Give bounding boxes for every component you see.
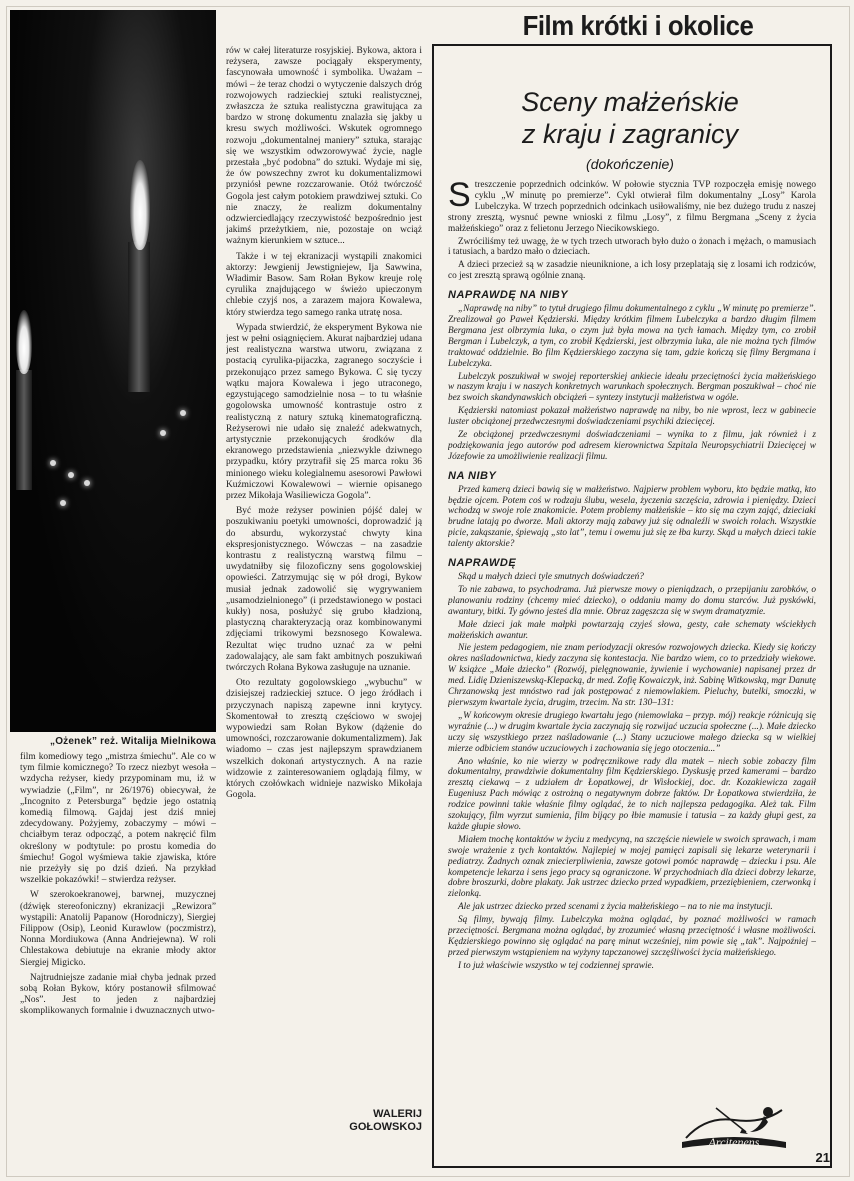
- lead-paragraph: [448, 180, 816, 235]
- subheading: NA NIBY: [448, 469, 497, 482]
- paragraph: Zwróciliśmy też uwagę, że w tych trzech utworach było dużo o żonach i mężach, o mamusiach i tatusiach, a bardzo mało o dzieciach.: [448, 236, 816, 258]
- boxed-article-body: [448, 180, 816, 1080]
- light-glint: [68, 472, 74, 478]
- title-line: z kraju i zagranicy: [521, 119, 739, 149]
- paragraph: Są filmy, bywają filmy. Lubelczyka można oglądać, by poznać możliwości w ramach przeciętności. Bergmana można oglądać, by zrozumieć własną przeciętność i własne możliwości. Kędzierskiego powinno się oglądać na parę minut wcześniej, nim powie się „tak”. Najpoźniej – przed pierwszym wstąpieniem na wyżyny tapczanowej szczęśliwości życia małżeńskiego.: [448, 915, 816, 958]
- author-last-name: GOŁOWSKOJ: [349, 1121, 422, 1133]
- page-number: 21: [815, 1150, 830, 1165]
- photo-caption: „Ożenek” reż. Witalija Mielnikowa: [50, 736, 216, 747]
- paragraph: Przed kamerą dzieci bawią się w małżeństwo. Najpierw problem wyboru, kto będzie matką, kto będzie ojcem. Potem coś w rodzaju ślubu, wesela, życzenia szczęścia, zdrowia i pieniędzy. Dzieci wchodzą w swoje role znakomicie. Potem problemy małżeńskie – kto się ma czym zająć, dzieciaki brudne latają po dworze. Mali aktorzy mają zabawy już się odnaleźli w swoich rolach. Wszystkie picie, zakąszanie, śpiewają „sto lat”, temu i owemu już się ze łba kurzy. Skąd u małych dzieci takie talenty aktorskie?: [448, 484, 816, 550]
- article-column-2: [226, 46, 422, 1110]
- paragraph: A dzieci przecież są w zasadzie nieuniknione, a ich losy przeplatają się z losami ich rodziców, co jest zresztą sprawą ogólnie znaną.: [448, 260, 816, 282]
- paragraph: rów w całej literaturze rosyjskiej. Bykowa, aktora i reżysera, zawsze pociągały eksperymenty, fascynowała umowność i symbolika. Uważam – mówi – że teraz chodzi o wytyczenie dalszych dróg rozwojowych radzieckiej sztuki realistycznej, zwłaszcza że sztuka realistyczna grawitująca za bardzo w stronę dokumentu znalazła się jakby u kresu swych możliwości. Wskutek ogromnego rozwoju „dokumentalnej maniery” sztuka, starając się we wszystkim odwzorowywać życie, nagle przestała „być podobna” do sztuki. Wydaje mi się, że ów powszechny zwrot ku dokumentalizmowi przyniósł pewne rozczarowanie. Otóż twórczość Gogola jest całym potokiem prawdziwej sztuki. Co nie znaczy, że realizm dokumentalny odzwierciedlający rzeczywistość bezpośrednio jest jakimś przeżytkiem, nie, pozostaje on wciąż ważnym kierunkiem w sztuce...: [226, 46, 422, 247]
- paragraph: Ano właśnie, ko nie wierzy w podręcznikowe rady dla matek – niech sobie zobaczy film dokumentalny, prawdziwie dokumentalny film Kędzierskiego. Dyskusję przed kamerami – bardzo zresztą ciekawą – z udziałem dr Łopatkowej, dr Wisłockiej, doc. dr. Kozakiewicza zagaił Eugeniusz Pach mówiąc z ostrożną o negatywnym dobrze faktów. Dr Łopatkowa stwierdziła, że rodzice powinni takie właśnie filmy oglądać, że to nich najlepsza pedagogika. Ależ tak. Film szokujący, film wyrzut sumienia, film bijący po łbie mamusie i tatusia – za każdy głupi gest, za każde głupie słowo.: [448, 756, 816, 832]
- paragraph: „W końcowym okresie drugiego kwartału jego (niemowlaka – przyp. mój) reakcje różnicują się wyraźnie (...) w drugim kwartale życia zaczynają się rozwijać uczucia społeczne (...). Małe dziecko uczy się wszystkiego przez naśladowanie (...) Stany uczuciowe małego dziecka są w wielkiej mierze odbiciem stanów uczuciowych i zachowania się jego otoczenia...”: [448, 710, 816, 754]
- subheading: NAPRAWDĘ: [448, 557, 517, 570]
- paragraph: Małe dzieci jak małe małpki powtarzają czyjeś słowa, gesty, całe schematy wściekłych małżeńskich awantur.: [448, 619, 816, 641]
- author-first-name: WALERIJ: [373, 1108, 422, 1120]
- paragraph: Ale jak ustrzec dziecko przed scenami z życia małżeńskiego – na to nie ma instytucji.: [458, 902, 773, 913]
- archer-icon: [676, 1098, 792, 1152]
- light-glint: [160, 430, 166, 436]
- film-still-photo: [10, 10, 216, 732]
- paragraph: Skąd u małych dzieci tyle smutnych doświadczeń?: [458, 572, 644, 582]
- paragraph: „Naprawdę na niby” to tytuł drugiego filmu dokumentalnego z cyklu „W minutę po premierze”. Zrealizował go Paweł Kędzierski. Między krótkim filmem Lubelczyka a bardzo długim filmem Bergmana jest olbrzymia luka, o czym już była mowa na tych łamach. Między tym, co zrobił Bergman i Lubelczyk, a tym, co zrobił Kędzierski, jest olbrzymia luka, ale nie można tych filmów traktować oddzielnie. Bo film Kędzierskiego zaczyna się tam, gdzie kończą się filmy Bergmana i Lubelczyka.: [448, 304, 816, 369]
- paragraph: I to już właściwie wszystko w tej codziennej sprawie.: [458, 960, 654, 971]
- article-column-1: [20, 752, 216, 1162]
- light-glint: [60, 500, 66, 506]
- subheading: NAPRAWDĘ NA NIBY: [448, 289, 569, 302]
- logo-wordmark: Arcitenens: [708, 1135, 760, 1149]
- paragraph: Być może reżyser powinien pójść dalej w poszukiwaniu poetyki umowności, doprowadzić ją do absurdu, wykorzystać chwyty kina ekspresjonistycznego. Wówczas – na zasadzie kontrastu z realistyczną warstwą filmu – uwydatniłby się filozoficzny sens gogolowskiej opowieści. Zatrzymując się w pół drogi, Bykow musiał jednak zadowolić się wygrywaniem „usamodzielnionego” (i przedstawionego w postaci kukły) nosa, posłużyć się grubo kładzioną, plastyczną charakteryzacją oraz kombinowanymi zdjęciami trikowymi bezsnosego Kowalewa. Rezultat więc trudno uznać za w pełni zadowalający, ale sam fakt ambitnych poszukiwań twórczych Rołana Bykowa zasługuje na uznanie.: [226, 506, 422, 673]
- paragraph: Lubelczyk poszukiwał w swojej reporterskiej ankiecie ideału przeciętności życia małżeńskiego w naszym kraju i w naszych konkretnych warunkach społecznych. Bergman poszukiwał – choć nie bez swoich skandynawskich obciążeń – syntezy instytucji małżeństwa w ogóle.: [448, 371, 816, 404]
- paragraph: Oto rezultaty gogolowskiego „wybuchu” w dzisiejszej radzieckiej sztuce. O jego źródłach i przyczynach napiszą zapewne inni krytycy. Skomentował to zresztą częściowo w swojej wypowiedzi sam Rołan Bykow (dążenie do umowności, rozczarowanie dokumentalizmem). Jak wiadomo – czas jest najlepszym sprawdzianem wszelkich dokonań artystycznych. A na razie widzowie z zainteresowaniem oglądają filmy, w których czołówkach widnieje nazwisko Mikołaja Gogola.: [226, 678, 422, 801]
- author-signature: [226, 1108, 422, 1134]
- drop-cap: S: [448, 180, 471, 214]
- candle-flame: [130, 160, 150, 250]
- lead-text: treszczenie poprzednich odcinków. W połowie stycznia TVP rozpoczęła emisję nowego cyklu „W minutę po premierze”. Cykl otwierał film dokumentalny „Losy” Karola Lubelczyka. W trzech poprzednich odcinkach usiłowaliśmy, nie bez dużego trudu z naszej strony zresztą, wysnuć pewne wnioski z filmu „Losy”, z filmu Bergmana „Sceny z życia małżeńskiego” oraz z felietonu Jerzego Niecikowskiego.: [448, 180, 816, 234]
- paragraph: Także i w tej ekranizacji wystąpili znakomici aktorzy: Jewgienij Jewstigniejew, Ija Sawwina, Władimir Basow. Sam Rołan Bykow kreuje rolę cyrulika znajdującego w świeżo upieczonym chlebie czyjś nos, a zarazem majora Kowalewa, który stwierdza tego samego ranka utratę nosa.: [226, 251, 422, 318]
- light-glint: [50, 460, 56, 466]
- arcitenens-logo: [676, 1098, 792, 1152]
- paragraph: To nie zabawa, to psychodrama. Już pierwsze mowy o pieniądzach, o przepijaniu zarobków, o planowaniu rodziny (chcemy mieć dziecko), o oddaniu mamy do domu starców. Już pyskówki, awantury, bitki. Ty gówno jesteś dla mnie. Obraz zagęszcza się w swym dramatyzmie.: [448, 584, 816, 617]
- title-line: Sceny małżeńskie: [521, 87, 739, 117]
- light-glint: [84, 480, 90, 486]
- paragraph: Kędzierski natomiast pokazał małżeństwo naprawdę na niby, bo nie wprost, lecz w gabinecie luster obciążonej przedwczesnymi doświadczeniami psychiki dziecięcej.: [448, 406, 816, 428]
- article-subtitle: (dokończenie): [586, 156, 674, 172]
- paragraph: Miałem tnochę kontaktów w życiu z medycyną, na szczęście niewiele w swoich sprawach, i mam swoje wrażenie z tych kontaktów. Najlepiej w mojej pamięci zapisali się lekarze weterynarii i pediatrzy. Żadnych oznak zniecierpliwienia, zawsze gotowi pomóc naprawdę – dziecku i psu. Ale kompetencje lekarza i sens jego pracy są ograniczone. W przychodniach dla dzieci dobrzy lekarze, dobre broszurki, dobre plakaty. Jak ustrzec dziecko przed wypadkiem, przeziębieniem, czerwonką i zielonką.: [448, 834, 816, 900]
- candle-shape: [128, 242, 150, 392]
- paragraph: Ze obciążonej przedwczesnymi doświadczeniami – wynika to z filmu, jak również i z podziękowania jego autorów pod adresem kierownictwa Szpitala Neuropsychiatrii Dziecięcej w Józefowie za umożliwienie realizacji filmu.: [448, 430, 816, 462]
- candle-shape: [16, 370, 32, 490]
- paragraph: Wypada stwierdzić, że eksperyment Bykowa nie jest w pełni osiągnięciem. Akurat najbardziej udana jest realistyczna warstwa utworu, związana z postacią cyrulika-pijaczka, zagranego soczyście i przekonująco przez samego Bykowa. C się tyczy wątku majora Kowalewa i jego utraconego, egzystującego samodzielnie nosa – to tu właśnie gogolowska umowność kontrastuje ostro z realistyczną z natury sztuką kinematograficzną. Reżyserowi nie udało się znaleźć adekwatnych, artystycznie przekonujących środków dla ekranowego przedstawienia „niezwykle dziwnego przypadku, który przytrafił się 25 marca roku 36 minionego wieku kolegialnemu asesorowi Pawłowi Kuźmiczowi Kowalewowi – wiernie opisanego przez Mikołaja Wasiliewicza Gogola”.: [226, 322, 422, 501]
- candle-flame: [16, 310, 32, 374]
- paragraph: film komediowy tego „mistrza śmiechu”. Ale co w tym filmie komicznego? To rzecz niezbyt wesoła – wzdycha reżyser, kiedy przypominam mu, iż w wywiadzie („Film”, nr 26/1976) obiecywał, że „Incognito z Petersburga” będzie jego ostatnią komedią filmową. Gajdaj jest dziś mniej zdecydowany. Pożyjemy, zobaczymy – mówi – chciałbym teraz odpocząć, a potem nakręcić film określony w podtytule: po prostu komedia do śmiechu! Gogol wyśmiewa takie zjawiska, które nie przeżyły się po dziś dzień. Na przykład wszelkie pokazówki! – stwierdza reżyser.: [20, 752, 216, 886]
- paragraph: W szerokoekranowej, barwnej, muzycznej (dźwięk stereofoniczny) ekranizacji „Rewizora” wystąpili: Anatolij Papanow (Horodniczy), Siergiej Filippow (Osip), Leonid Kurawlow (poczmistrz), Nonna Mordiukowa (Anna Andriejewna). W roli Chlestakowa debiutuje na ekranie młody aktor Siergiej Migicko.: [20, 890, 216, 968]
- article-title: [440, 86, 820, 150]
- light-glint: [180, 410, 186, 416]
- paragraph: Najtrudniejsze zadanie miał chyba jednak przed sobą Rołan Bykow, który postanowił sfilmować „Nos”. Jest to jeden z najbardziej skomplikowanych formalnie i dwuznacznych utwo-: [20, 972, 216, 1017]
- paragraph: Nie jestem pedagogiem, nie znam periodyzacji okresów rozwojowych dziecka. Kiedy się kończy okres naśladownictwa, kiedy zaczyna się kontestacja. Nie bardzo wiem, co to przedziały wiekowe. W książce „Małe dziecko” (Rozwój, pielęgnowanie, żywienie i wychowanie) napisanej przez dr med. Lidię Dzieniszewską-Klepacką, dr med. Zofię Kowaiczyk, inż. Sabinę Witkowską, mgr Danutę Chrzanowską jest mnóstwo rad jak postępować z niemowlakiem. Pieluchy, butelki, smoczki, w pierwszym kwartale życia, drugim, trzecim. Na str. 130–131:: [448, 643, 816, 708]
- section-header: Film krótki i okolice: [522, 10, 754, 41]
